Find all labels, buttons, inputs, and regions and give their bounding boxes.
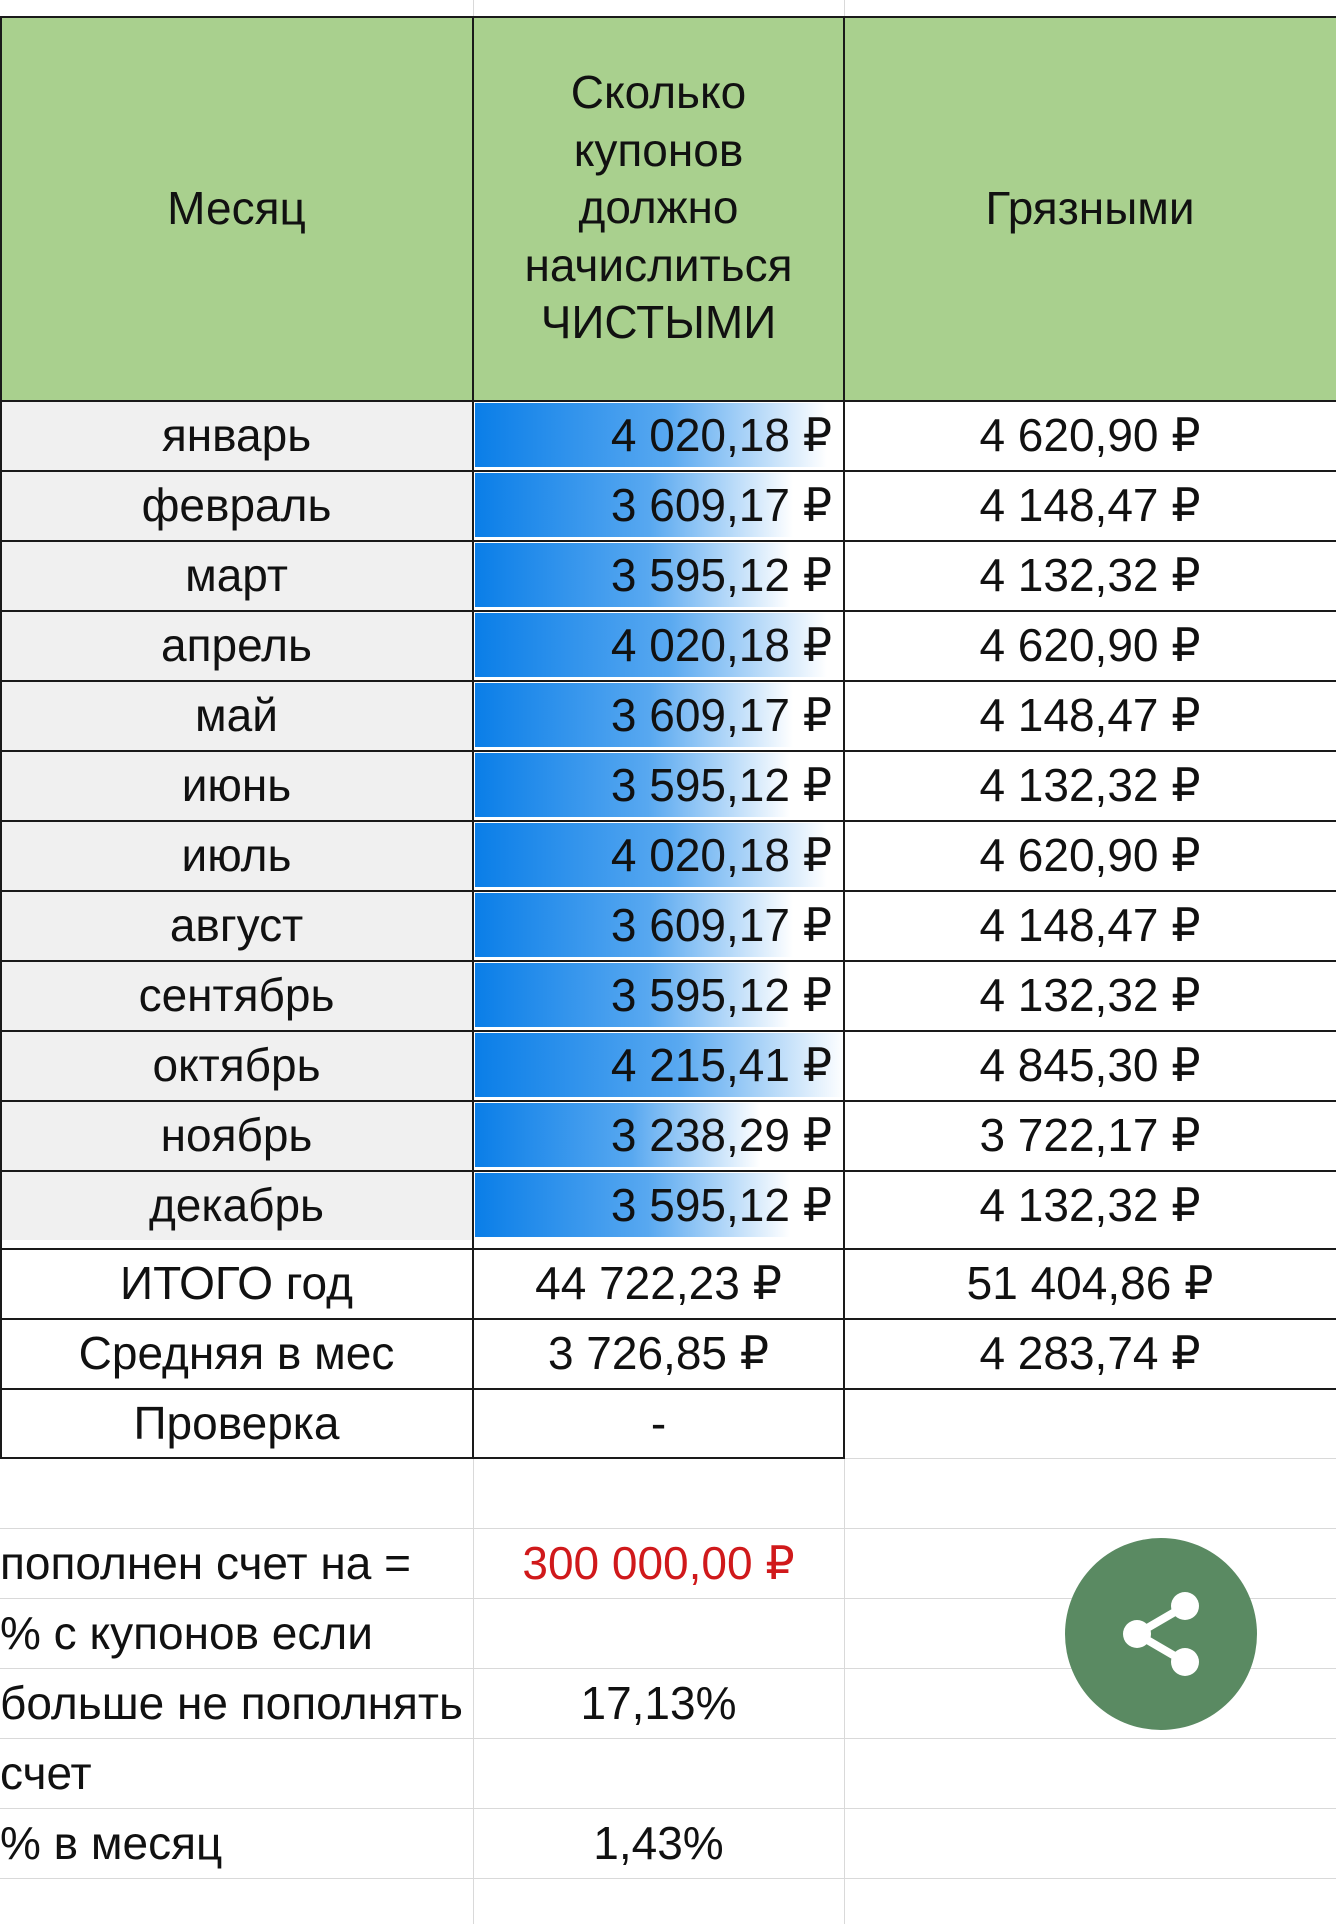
monthly-pct-value: 1,43% [593,1817,724,1869]
month-label: апрель [161,619,312,671]
gridline-horizontal [0,1878,1336,1879]
clean-value-cell[interactable] [473,680,844,750]
dirty-value-cell[interactable] [844,1100,1336,1170]
dirty-value: 4 132,32 ₽ [979,1179,1201,1231]
clean-value-cell[interactable] [473,400,844,470]
header-clean-label: Сколько купонов должно начислиться ЧИСТЫМИ [524,66,793,349]
dirty-value-cell[interactable] [844,750,1336,820]
avg-clean: 3 726,85 ₽ [547,1327,770,1379]
dirty-value: 4 620,90 ₽ [979,619,1201,671]
monthly-pct-label-cell[interactable] [0,1808,473,1878]
table-border-line [0,16,1336,18]
clean-value-cell[interactable] [473,750,844,820]
total-year-dirty: 51 404,86 ₽ [966,1257,1214,1309]
month-cell[interactable] [0,1170,473,1240]
clean-value: 3 595,12 ₽ [610,969,832,1021]
dirty-value-cell[interactable] [844,470,1336,540]
month-cell[interactable] [0,820,473,890]
dirty-value: 4 620,90 ₽ [979,829,1201,881]
month-cell[interactable] [0,540,473,610]
coupon-pct-label: % с купонов если больше не пополнять счет [0,1607,463,1799]
clean-value: 3 595,12 ₽ [610,1179,832,1231]
table-border-line [0,1457,845,1459]
header-dirty-label: Грязными [985,182,1195,234]
deposit-label-cell[interactable] [0,1528,473,1598]
month-label: сентябрь [138,969,335,1021]
month-label: август [169,899,304,951]
dirty-value: 4 148,47 ₽ [979,899,1201,951]
header-month[interactable] [0,16,473,400]
month-cell[interactable] [0,750,473,820]
month-label: март [185,549,288,601]
avg-clean-cell[interactable] [473,1318,844,1388]
month-label: июль [181,829,292,881]
month-cell[interactable] [0,1100,473,1170]
table-border-line [0,16,2,1459]
avg-label: Средняя в мес [78,1327,395,1379]
clean-value-cell[interactable] [473,470,844,540]
month-label: октябрь [152,1039,321,1091]
clean-value: 4 020,18 ₽ [610,409,832,461]
month-label: май [195,689,278,741]
month-cell[interactable] [0,890,473,960]
clean-value-cell[interactable] [473,1170,844,1240]
month-label: январь [161,409,312,461]
header-dirty[interactable] [844,16,1336,400]
coupon-pct-label-cell[interactable] [0,1598,473,1808]
avg-label-cell[interactable] [0,1318,473,1388]
clean-value: 4 020,18 ₽ [610,619,832,671]
dirty-value-cell[interactable] [844,400,1336,470]
monthly-pct-label: % в месяц [0,1817,223,1869]
deposit-value: 300 000,00 ₽ [522,1537,795,1589]
dirty-value-cell[interactable] [844,1030,1336,1100]
dirty-value: 4 132,32 ₽ [979,549,1201,601]
coupon-pct-value-cell[interactable] [473,1598,844,1808]
total-year-clean-cell[interactable] [473,1248,844,1318]
month-label: ноябрь [160,1109,313,1161]
monthly-pct-value-cell[interactable] [473,1808,844,1878]
header-month-label: Месяц [167,182,306,234]
table-border-line [0,1248,1336,1250]
dirty-value-cell[interactable] [844,540,1336,610]
avg-dirty: 4 283,74 ₽ [979,1327,1201,1379]
dirty-value: 3 722,17 ₽ [979,1109,1201,1161]
header-clean[interactable] [473,16,844,400]
clean-value-cell[interactable] [473,820,844,890]
clean-value: 3 238,29 ₽ [610,1109,832,1161]
clean-value-cell[interactable] [473,1100,844,1170]
coupon-pct-value: 17,13% [580,1677,737,1729]
dirty-value: 4 132,32 ₽ [979,759,1201,811]
dirty-value-cell[interactable] [844,820,1336,890]
dirty-value-cell[interactable] [844,1170,1336,1240]
check-label: Проверка [133,1397,340,1449]
check-clean: - [650,1397,667,1449]
dirty-value-cell[interactable] [844,890,1336,960]
total-year-clean: 44 722,23 ₽ [535,1257,782,1309]
deposit-label: пополнен счет на = [0,1537,411,1589]
clean-value: 3 609,17 ₽ [610,899,832,951]
avg-dirty-cell[interactable] [844,1318,1336,1388]
dirty-value: 4 148,47 ₽ [979,689,1201,741]
clean-value-cell[interactable] [473,610,844,680]
total-year-label: ИТОГО год [120,1257,353,1309]
month-cell[interactable] [0,470,473,540]
clean-value: 4 215,41 ₽ [610,1039,832,1091]
clean-value: 3 595,12 ₽ [610,759,832,811]
total-year-dirty-cell[interactable] [844,1248,1336,1318]
share-button[interactable] [1065,1538,1257,1730]
dirty-value: 4 148,47 ₽ [979,479,1201,531]
clean-value: 4 020,18 ₽ [610,829,832,881]
month-label: декабрь [148,1179,325,1231]
month-cell[interactable] [0,610,473,680]
month-cell[interactable] [0,1030,473,1100]
table-border-line [0,1318,1336,1320]
clean-value: 3 609,17 ₽ [610,689,832,741]
clean-value-cell[interactable] [473,540,844,610]
dirty-value-cell[interactable] [844,960,1336,1030]
table-border-line [0,1388,1336,1390]
clean-value-cell[interactable] [473,960,844,1030]
month-label: февраль [141,479,332,531]
clean-value: 3 595,12 ₽ [610,549,832,601]
clean-value-cell[interactable] [473,1030,844,1100]
month-cell[interactable] [0,400,473,470]
dirty-value-cell[interactable] [844,680,1336,750]
clean-value: 3 609,17 ₽ [610,479,832,531]
deposit-value-cell[interactable] [473,1528,844,1598]
dirty-value: 4 132,32 ₽ [979,969,1201,1021]
month-cell[interactable] [0,960,473,1030]
dirty-value: 4 845,30 ₽ [979,1039,1201,1091]
check-clean-cell[interactable] [473,1388,844,1458]
dirty-value: 4 620,90 ₽ [979,409,1201,461]
month-cell[interactable] [0,680,473,750]
share-icon [1113,1586,1209,1682]
month-label: июнь [181,759,292,811]
clean-value-cell[interactable] [473,890,844,960]
check-label-cell[interactable] [0,1388,473,1458]
total-year-label-cell[interactable] [0,1248,473,1318]
dirty-value-cell[interactable] [844,610,1336,680]
